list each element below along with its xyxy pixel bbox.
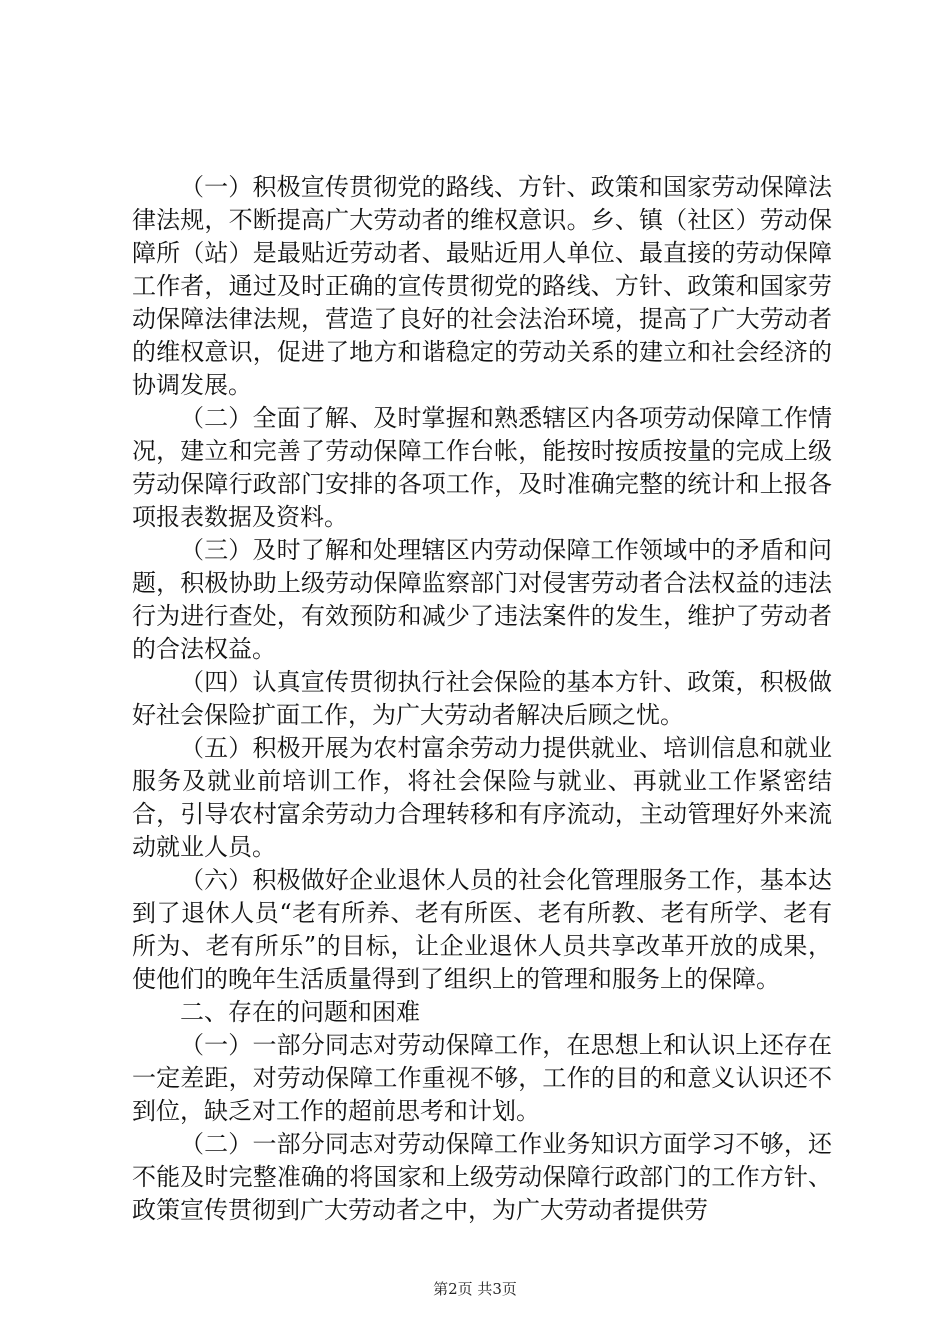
page-number-footer: 第2页 共3页 [433, 1280, 517, 1298]
paragraph-problem-1: （一）一部分同志对劳动保障工作，在思想上和认识上还存在一定差距，对劳动保障工作重视不够，工作的目的和意义认识还不到位，缺乏对工作的超前思考和计划。 [132, 1031, 832, 1125]
paragraph-achievement-3: （三）及时了解和处理辖区内劳动保障工作领域中的矛盾和问题，积极协助上级劳动保障监察部门对侵害劳动者合法权益的违法行为进行查处，有效预防和减少了违法案件的发生，维护了劳动者的合法权益。 [132, 536, 832, 663]
paragraph-achievement-1: （一）积极宣传贯彻党的路线、方针、政策和国家劳动保障法律法规，不断提高广大劳动者的维权意识。乡、镇（社区）劳动保障所（站）是最贴近劳动者、最贴近用人单位、最直接的劳动保障工作者，通过及时正确的宣传贯彻党的路线、方针、政策和国家劳动保障法律法规，营造了良好的社会法治环境，提高了广大劳动者的维权意识，促进了地方和谐稳定的劳动关系的建立和社会经济的协调发展。 [132, 173, 832, 399]
document-body [132, 171, 832, 1227]
paragraph-achievement-6: （六）积极做好企业退休人员的社会化管理服务工作，基本达到了退休人员“老有所养、老有所医、老有所教、老有所学、老有所为、老有所乐”的目标，让企业退休人员共享改革开放的成果，使他们的晚年生活质量得到了组织上的管理和服务上的保障。 [132, 866, 832, 993]
paragraph-problem-2: （二）一部分同志对劳动保障工作业务知识方面学习不够，还不能及时完整准确的将国家和上级劳动保障行政部门的工作方针、政策宣传贯彻到广大劳动者之中，为广大劳动者提供劳 [132, 1130, 832, 1224]
paragraph-achievement-2: （二）全面了解、及时掌握和熟悉辖区内各项劳动保障工作情况，建立和完善了劳动保障工作台帐，能按时按质按量的完成上级劳动保障行政部门安排的各项工作，及时准确完整的统计和上报各项报表数据及资料。 [132, 404, 832, 531]
paragraph-achievement-5: （五）积极开展为农村富余劳动力提供就业、培训信息和就业服务及就业前培训工作，将社会保险与就业、再就业工作紧密结合，引导农村富余劳动力合理转移和有序流动，主动管理好外来流动就业人员。 [132, 734, 832, 861]
paragraph-achievement-4: （四）认真宣传贯彻执行社会保险的基本方针、政策，积极做好社会保险扩面工作，为广大劳动者解决后顾之忧。 [132, 668, 832, 729]
section-heading-problems: 二、存在的问题和困难 [180, 998, 420, 1026]
